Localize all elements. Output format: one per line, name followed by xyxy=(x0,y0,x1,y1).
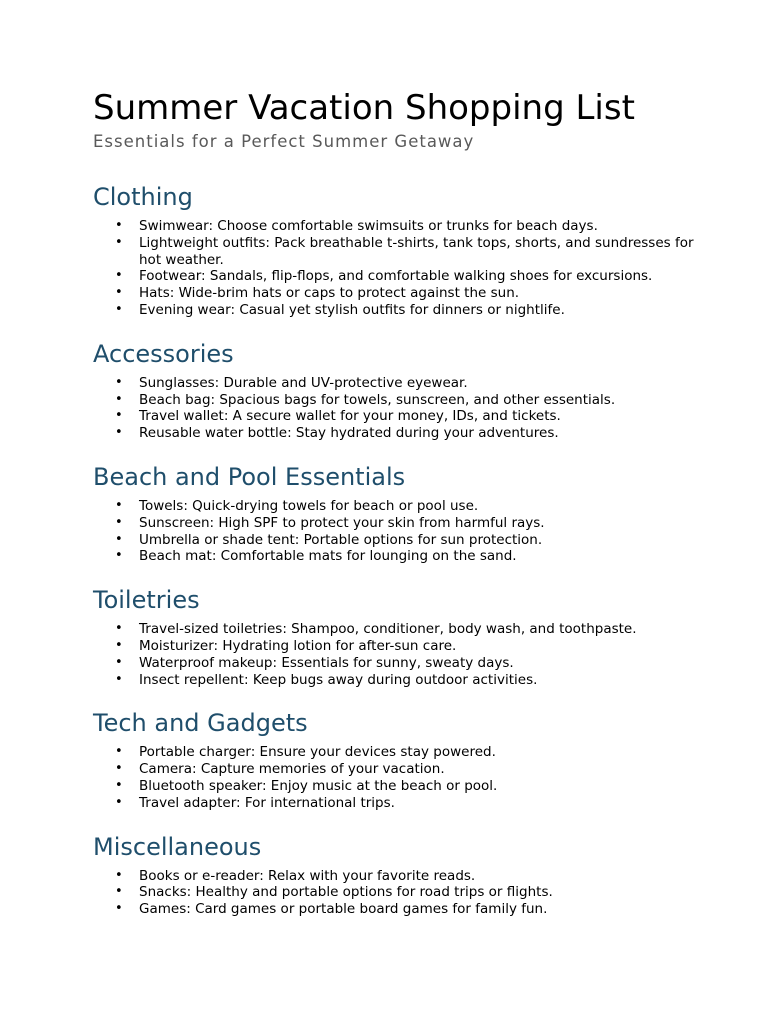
bullet-icon: • xyxy=(115,514,123,530)
list-item-text: Reusable water bottle: Stay hydrated during your adventures. xyxy=(139,425,559,442)
bullet-icon: • xyxy=(115,637,123,653)
list-item-text: Travel-sized toiletries: Shampoo, conditioner, body wash, and toothpaste. xyxy=(139,621,637,638)
bullet-icon: • xyxy=(115,408,123,424)
list-item xyxy=(93,235,708,269)
list-item xyxy=(93,408,708,425)
list-item-text: Sunscreen: High SPF to protect your skin from harmful rays. xyxy=(139,514,545,531)
list-item-text: Books or e-reader: Relax with your favorite reads. xyxy=(139,867,476,884)
list-item xyxy=(93,375,708,392)
list-item-text: Travel wallet: A secure wallet for your money, IDs, and tickets. xyxy=(139,408,561,425)
list-item xyxy=(93,744,708,761)
item-list xyxy=(93,375,708,442)
bullet-icon: • xyxy=(115,218,123,233)
list-item-text: Footwear: Sandals, flip-flops, and comfortable walking shoes for excursions. xyxy=(139,268,653,285)
list-item-text: Insect repellent: Keep bugs away during outdoor activities. xyxy=(139,671,538,688)
list-item xyxy=(93,655,708,672)
list-item xyxy=(93,778,708,795)
list-item xyxy=(93,532,708,549)
section-heading: Miscellaneous xyxy=(93,832,262,861)
section-tech-and-gadgets xyxy=(93,707,708,811)
bullet-icon: • xyxy=(115,761,123,777)
list-item-text: Beach bag: Spacious bags for towels, sunscreen, and other essentials. xyxy=(139,391,616,408)
bullet-icon: • xyxy=(115,234,123,250)
list-item-text: Moisturizer: Hydrating lotion for after-sun care. xyxy=(139,637,457,654)
list-item xyxy=(93,268,708,285)
list-item xyxy=(93,425,708,442)
bullet-icon: • xyxy=(115,268,123,284)
section-heading: Tech and Gadgets xyxy=(93,709,308,738)
section-beach-and-pool-essentials xyxy=(93,461,708,565)
list-item-text: Snacks: Healthy and portable options for road trips or flights. xyxy=(139,884,553,901)
bullet-icon: • xyxy=(115,884,123,900)
bullet-icon: • xyxy=(115,777,123,793)
list-item-text: Evening wear: Casual yet stylish outfits for dinners or nightlife. xyxy=(139,301,565,318)
list-item xyxy=(93,901,708,918)
list-item xyxy=(93,285,708,302)
bullet-icon: • xyxy=(115,548,123,564)
list-item-text: Sunglasses: Durable and UV-protective eyewear. xyxy=(139,374,468,391)
list-item-text: Camera: Capture memories of your vacation. xyxy=(139,761,445,778)
list-item-text: Portable charger: Ensure your devices stay powered. xyxy=(139,744,496,761)
section-heading: Beach and Pool Essentials xyxy=(93,462,406,491)
bullet-icon: • xyxy=(115,794,123,810)
bullet-icon: • xyxy=(115,671,123,687)
section-heading: Clothing xyxy=(93,183,193,211)
list-item-text: Beach mat: Comfortable mats for lounging on the sand. xyxy=(139,548,517,565)
bullet-icon: • xyxy=(115,391,123,407)
section-heading: Toiletries xyxy=(93,586,200,615)
list-item xyxy=(93,621,708,638)
section-miscellaneous xyxy=(93,831,708,918)
list-item-text: Travel adapter: For international trips. xyxy=(139,794,395,811)
bullet-icon: • xyxy=(115,744,123,760)
item-list xyxy=(93,218,708,319)
section-clothing xyxy=(93,181,708,319)
list-item xyxy=(93,672,708,689)
page-subtitle: Essentials for a Perfect Summer Getaway xyxy=(93,132,475,151)
list-item xyxy=(93,548,708,565)
list-item xyxy=(93,515,708,532)
bullet-icon: • xyxy=(115,285,123,301)
sections-container xyxy=(93,181,708,918)
section-accessories xyxy=(93,338,708,442)
item-list xyxy=(93,498,708,565)
list-item xyxy=(93,868,708,885)
list-item xyxy=(93,884,708,901)
bullet-icon: • xyxy=(115,497,123,513)
page-title: Summer Vacation Shopping List xyxy=(93,88,635,128)
list-item-text: Lightweight outfits: Pack breathable t-shirts, tank tops, shorts, and sundresses for hot weather. xyxy=(139,234,694,268)
list-item xyxy=(93,218,708,235)
section-toiletries xyxy=(93,584,708,688)
list-item-text: Swimwear: Choose comfortable swimsuits or trunks for beach days. xyxy=(139,218,598,234)
list-item xyxy=(93,498,708,515)
list-item-text: Hats: Wide-brim hats or caps to protect against the sun. xyxy=(139,285,520,302)
list-item xyxy=(93,302,708,319)
item-list xyxy=(93,621,708,688)
list-item-text: Umbrella or shade tent: Portable options for sun protection. xyxy=(139,531,543,548)
list-item xyxy=(93,761,708,778)
section-heading: Accessories xyxy=(93,339,234,368)
list-item xyxy=(93,638,708,655)
list-item-text: Towels: Quick-drying towels for beach or pool use. xyxy=(139,497,479,514)
item-list xyxy=(93,744,708,811)
list-item xyxy=(93,795,708,812)
list-item-text: Bluetooth speaker: Enjoy music at the beach or pool. xyxy=(139,777,498,794)
list-item xyxy=(93,392,708,409)
bullet-icon: • xyxy=(115,531,123,547)
bullet-icon: • xyxy=(115,425,123,441)
bullet-icon: • xyxy=(115,374,123,390)
list-item-text: Games: Card games or portable board games for family fun. xyxy=(139,901,548,918)
list-item-text: Waterproof makeup: Essentials for sunny, sweaty days. xyxy=(139,654,514,671)
bullet-icon: • xyxy=(115,654,123,670)
bullet-icon: • xyxy=(115,901,123,917)
item-list xyxy=(93,868,708,918)
bullet-icon: • xyxy=(115,867,123,883)
bullet-icon: • xyxy=(115,301,123,317)
bullet-icon: • xyxy=(115,621,123,637)
